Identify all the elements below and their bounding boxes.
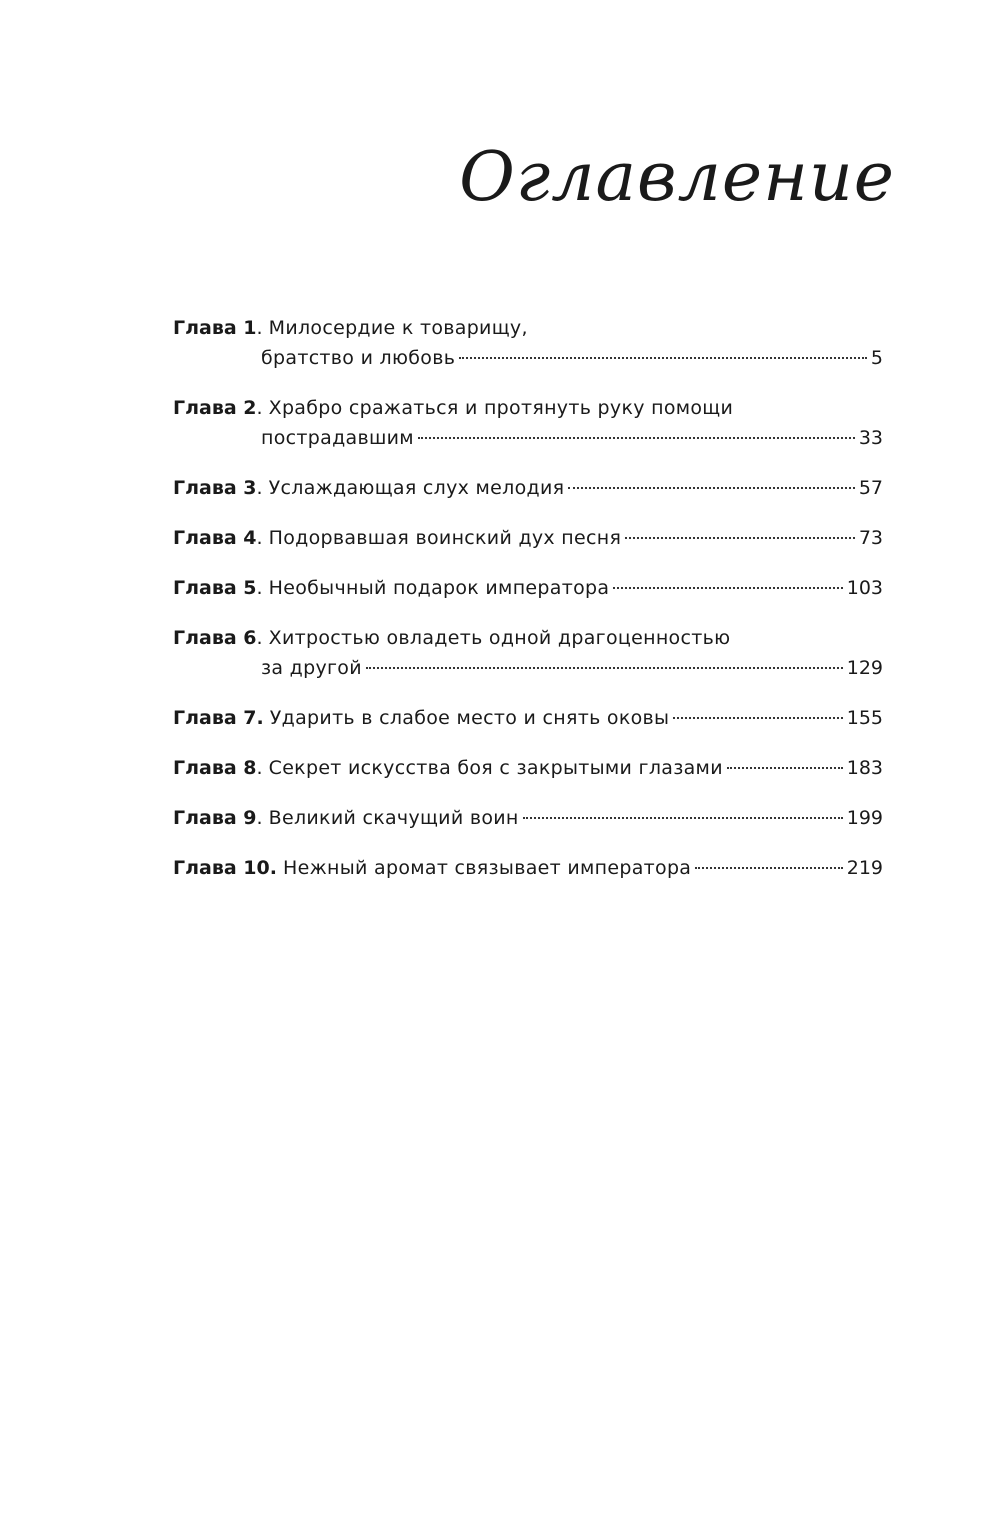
chapter-title-line1: Секрет искусства боя с закрытыми глазами (268, 757, 723, 779)
page-number: 155 (846, 707, 883, 729)
dot-leader (366, 667, 843, 669)
chapter-title-line1: Подорвавшая воинский дух песня (268, 527, 622, 549)
chapter-label: Глава 2 (173, 397, 257, 419)
chapter-label: Глава 7. (173, 707, 264, 729)
chapter-separator: . (256, 527, 269, 549)
page-number: 183 (846, 757, 883, 779)
chapter-title-line2: за другой (261, 657, 362, 679)
toc-entry (173, 313, 883, 373)
toc-entry (173, 523, 883, 553)
page-number: 33 (858, 427, 883, 449)
chapter-label: Глава 8 (173, 757, 257, 779)
dot-leader (459, 357, 867, 359)
chapter-title-line1: Услаждающая слух мелодия (268, 477, 565, 499)
dot-leader (523, 817, 843, 819)
dot-leader (418, 437, 855, 439)
chapter-label: Глава 4 (173, 527, 257, 549)
dot-leader (673, 717, 842, 719)
chapter-title-line1: Милосердие к товарищу, (268, 317, 528, 339)
page-number: 57 (858, 477, 883, 499)
chapter-title-line1: Хитростью овладеть одной драгоценностью (268, 627, 731, 649)
chapter-title-line1: Нежный аромат связывает императора (283, 857, 692, 879)
dot-leader (613, 587, 842, 589)
dot-leader (695, 867, 842, 869)
dot-leader (625, 537, 855, 539)
page-number: 73 (858, 527, 883, 549)
toc-entry (173, 753, 883, 783)
chapter-title-line2: братство и любовь (261, 347, 456, 369)
chapter-label: Глава 10. (173, 857, 277, 879)
toc-entry (173, 703, 883, 733)
chapter-separator: . (256, 757, 269, 779)
chapter-label: Глава 9 (173, 807, 257, 829)
chapter-label: Глава 1 (173, 317, 257, 339)
chapter-title-line1: Ударить в слабое место и снять оковы (269, 707, 670, 729)
chapter-separator: . (256, 397, 269, 419)
table-of-contents (173, 313, 883, 903)
chapter-label: Глава 3 (173, 477, 257, 499)
chapter-title-line2: пострадавшим (261, 427, 414, 449)
page-number: 219 (846, 857, 883, 879)
chapter-separator: . (256, 807, 269, 829)
chapter-separator: . (256, 627, 269, 649)
page-number: 5 (870, 347, 883, 369)
chapter-title-line1: Великий скачущий воин (268, 807, 519, 829)
page-number: 103 (846, 577, 883, 599)
toc-entry (173, 803, 883, 833)
toc-entry (173, 573, 883, 603)
dot-leader (727, 767, 843, 769)
page-number: 199 (846, 807, 883, 829)
chapter-separator: . (256, 577, 269, 599)
page-title: Оглавление (459, 138, 895, 217)
chapter-separator: . (256, 317, 269, 339)
toc-entry (173, 623, 883, 683)
dot-leader (568, 487, 854, 489)
chapter-title-line1: Необычный подарок императора (268, 577, 610, 599)
chapter-label: Глава 6 (173, 627, 257, 649)
page-number: 129 (846, 657, 883, 679)
toc-entry (173, 853, 883, 883)
chapter-title-line1: Храбро сражаться и протянуть руку помощи (268, 397, 734, 419)
toc-entry (173, 473, 883, 503)
chapter-label: Глава 5 (173, 577, 257, 599)
chapter-separator: . (256, 477, 269, 499)
toc-entry (173, 393, 883, 453)
